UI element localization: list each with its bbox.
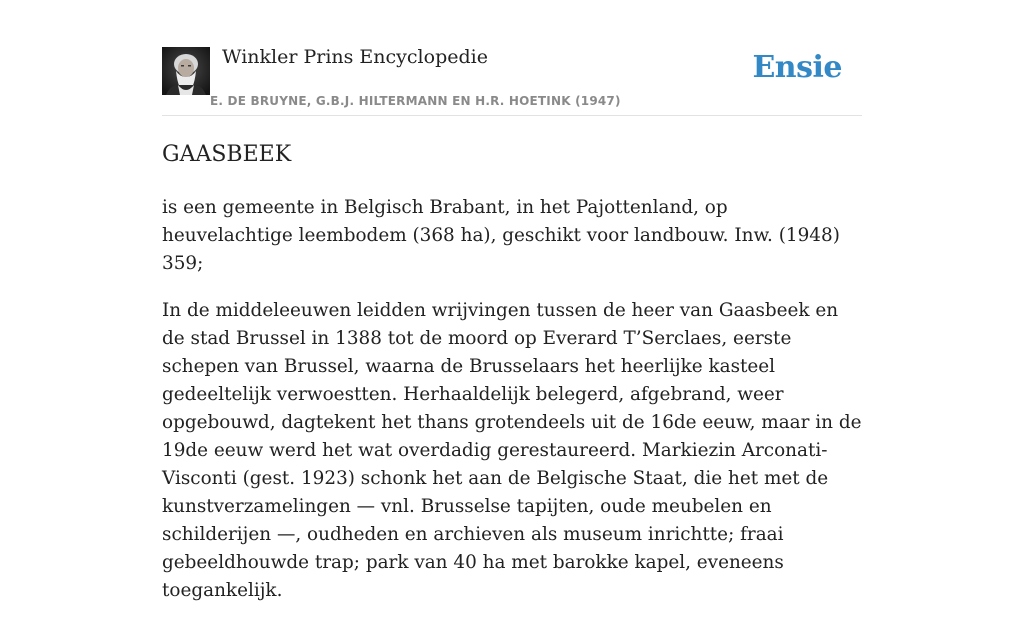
publication-authors: E. DE BRUYNE, G.B.J. HILTERMANN EN H.R. HOETINK (1947) xyxy=(210,94,621,108)
publication-title[interactable]: Winkler Prins Encyclopedie xyxy=(222,46,488,68)
article xyxy=(162,140,862,624)
article-paragraph: In de middeleeuwen leidden wrijvingen tussen de heer van Gaasbeek en de stad Brussel in 1388 tot de moord op Everard T’Serclaes, eerste schepen van Brussel, waarna de Brusselaars het heerlijke kasteel gedeeltelijk verwoestten. Herhaaldelijk belegerd, afgebrand, weer opgebouwd, dagtekent het thans grotendeels uit de 16de eeuw, maar in de 19de eeuw werd het wat overdadig gerestaureerd. Markiezin Arconati-Visconti (gest. 1923) schonk het aan de Belgische Staat, die het met de kunstverzamelingen — vnl. Brusselse tapijten, oude meubelen en schilderijen —, oudheden en archieven als museum inrichtte; fraai gebeeldhouwde trap; park van 40 ha met barokke kapel, eveneens toegankelijk. xyxy=(162,300,862,601)
brand-logo[interactable]: Ensie xyxy=(752,50,842,85)
publication-header xyxy=(162,46,862,116)
author-portrait-icon[interactable] xyxy=(162,47,210,95)
article-paragraph: is een gemeente in Belgisch Brabant, in het Pajottenland, op heuvelachtige leembodem (368 ha), geschikt voor landbouw. Inw. (1948) 359; xyxy=(162,197,840,274)
article-headword: GAASBEEK xyxy=(162,142,292,167)
